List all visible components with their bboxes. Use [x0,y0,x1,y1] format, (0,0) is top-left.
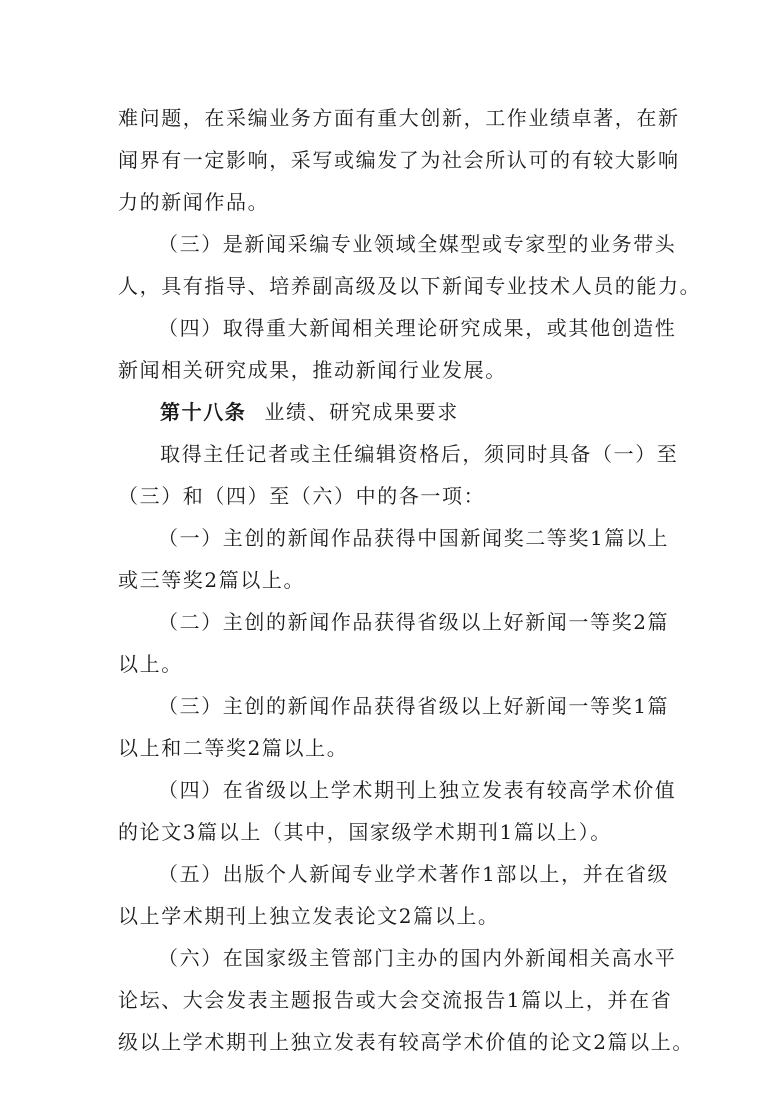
paragraph-line: 的论文3篇以上（其中，国家级学术期刊1篇以上）。 [118,820,612,844]
paragraph-line: 以上和二等奖2篇以上。 [118,736,349,760]
paragraph-line: （二）主创的新闻作品获得省级以上好新闻一等奖2篇 [158,610,670,634]
paragraph-line: 取得主任记者或主任编辑资格后，须同时具备（一）至 [160,442,679,466]
paragraph-line: （四）在省级以上学术期刊上独立发表有较高学术价值 [158,778,677,802]
paragraph-line: 论坛、大会发表主题报告或大会交流报告1篇以上，并在省 [118,988,673,1012]
article-number: 第十八条 [160,400,247,424]
paragraph-line: （五）出版个人新闻专业学术著作1部以上，并在省级 [158,862,670,886]
paragraph-line: 难问题，在采编业务方面有重大创新，工作业绩卓著，在新 [118,106,680,130]
paragraph-line: （三）主创的新闻作品获得省级以上好新闻一等奖1篇 [158,694,670,718]
article-heading [160,397,459,427]
paragraph-line: 人，具有指导、培养副高级及以下新闻专业技术人员的能力。 [118,274,702,298]
paragraph-line: （三）和（四）至（六）中的各一项： [118,484,486,508]
paragraph-line: 或三等奖2篇以上。 [118,568,306,592]
paragraph-line: （一）主创的新闻作品获得中国新闻奖二等奖1篇以上 [158,526,670,550]
paragraph-line: （四）取得重大新闻相关理论研究成果，或其他创造性 [158,316,677,340]
paragraph-line: （三）是新闻采编专业领域全媒型或专家型的业务带头 [158,232,677,256]
paragraph-line: 新闻相关研究成果，推动新闻行业发展。 [118,358,507,382]
paragraph-line: 闻界有一定影响，采写或编发了为社会所认可的有较大影响 [118,148,680,172]
paragraph-line: 力的新闻作品。 [118,190,270,214]
paragraph-line: 级以上学术期刊上独立发表有较高学术价值的论文2篇以上。 [118,1030,694,1054]
paragraph-line: 以上学术期刊上独立发表论文2篇以上。 [118,904,500,928]
paragraph-line: （六）在国家级主管部门主办的国内外新闻相关高水平 [158,946,677,970]
article-title: 业绩、研究成果要求 [264,400,459,424]
paragraph-line: 以上。 [118,652,183,676]
